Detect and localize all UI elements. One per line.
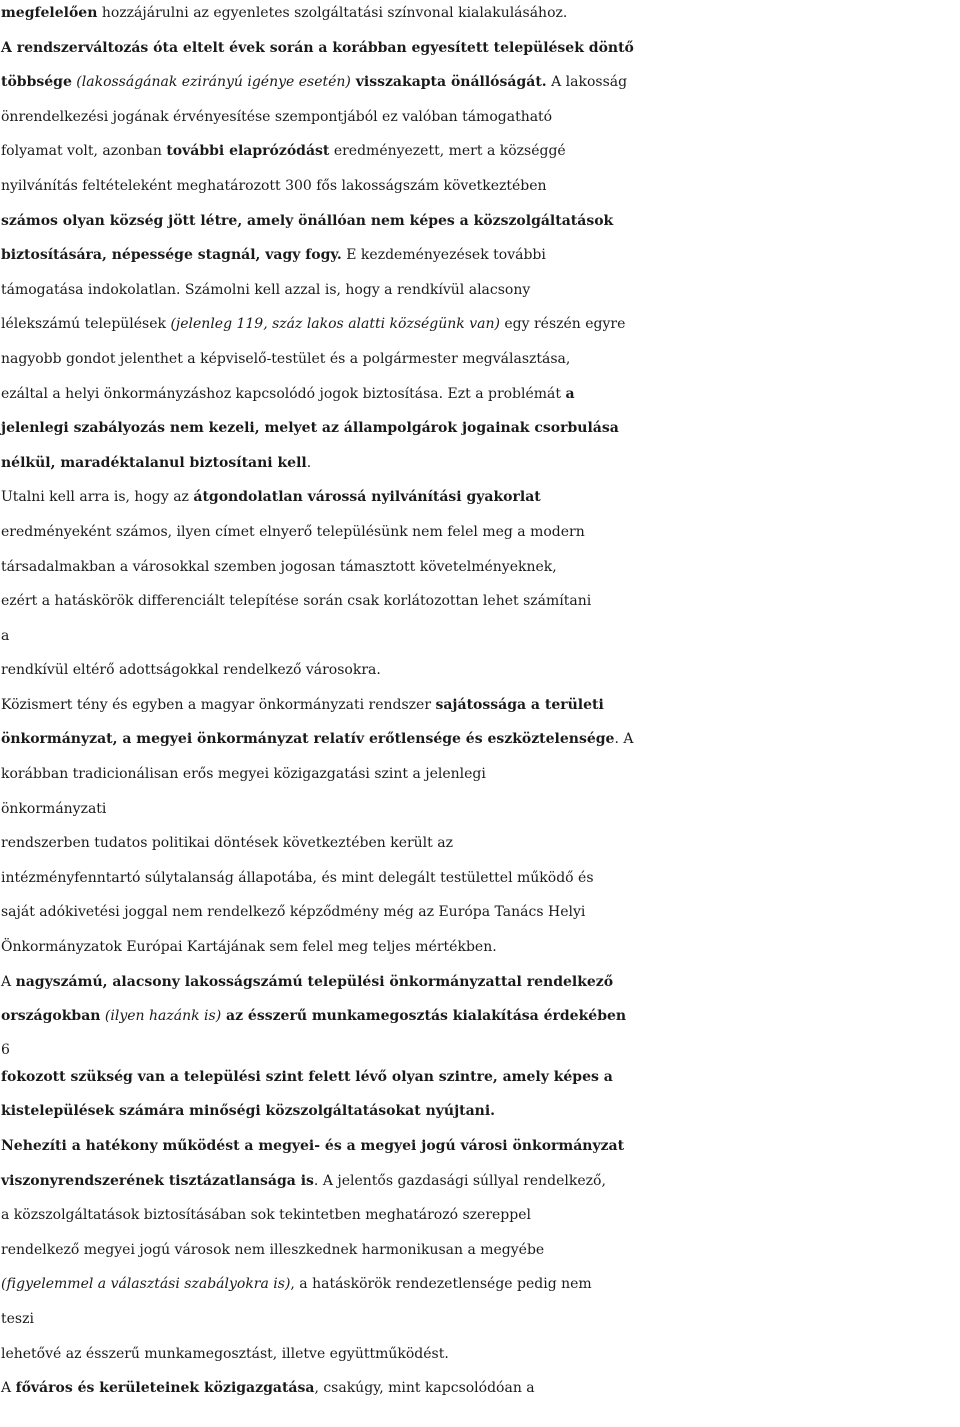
text-run: teszi	[1, 1310, 34, 1327]
text-run: .	[306, 454, 312, 471]
text-line	[1, 861, 959, 896]
text-run: a közszolgáltatások biztosításában sok tekintetben meghatározó szereppel	[1, 1207, 531, 1224]
text-line	[1, 1129, 959, 1164]
text-line	[1, 550, 959, 585]
bold-text: többsége	[1, 74, 72, 91]
text-run: E kezdeményezések további	[341, 247, 546, 264]
text-line	[1, 31, 959, 66]
text-run: Utalni kell arra is, hogy az	[1, 489, 194, 506]
text-line	[1, 895, 959, 930]
text-line	[1, 515, 959, 550]
text-run: nyilvánítás feltételeként meghatározott 300 fős lakosságszám következtében	[1, 177, 547, 194]
italic-text: (figyelemmel a választási szabályokra is)	[1, 1276, 291, 1293]
text-line	[1, 169, 959, 204]
text-line	[1, 0, 959, 31]
text-run: . A	[614, 731, 634, 748]
text-line	[1, 792, 959, 827]
text-run: önrendelkezési jogának érvényesítése szempontjából ez valóban támogatható	[1, 108, 553, 125]
text-run: ezért a hatáskörök differenciált telepítése során csak korlátozottan lehet számítani	[1, 593, 592, 610]
text-line	[1, 100, 959, 135]
text-line	[1, 1233, 959, 1268]
bold-text: A rendszerváltozás óta eltelt évek során a korábban egyesített települések döntő	[1, 39, 634, 56]
bold-text: önkormányzat, a megyei önkormányzat relatív erőtlensége és eszköztelensége	[1, 731, 615, 748]
bold-text: jelenlegi szabályozás nem kezeli, melyet az állampolgárok jogainak csorbulása	[1, 420, 619, 437]
text-line	[1, 1267, 959, 1302]
bold-text: országokban	[1, 1008, 101, 1025]
text-line	[1, 480, 959, 515]
bold-text: a	[565, 385, 575, 402]
italic-text: (jelenleg 119, száz lakos alatti községünk van)	[170, 316, 500, 333]
bold-text: nagyszámú, alacsony lakosságszámú települési önkormányzattal rendelkező	[15, 973, 614, 990]
bold-text: fokozott szükség van a települési szint felett lévő olyan szintre, amely képes a	[1, 1068, 613, 1085]
text-run: eredményeként számos, ilyen címet elnyerő településünk nem felel meg a modern	[1, 523, 585, 540]
text-line	[1, 377, 959, 412]
text-line	[1, 342, 959, 377]
text-line	[1, 411, 959, 446]
text-run: a	[1, 627, 10, 644]
italic-text: (lakosságának ezirányú igénye esetén)	[71, 74, 351, 91]
text-run: intézményfenntartó súlytalanság állapotába, és mint delegált testülettel működő és	[1, 869, 594, 886]
text-line	[1, 446, 959, 481]
text-line	[1, 134, 959, 169]
text-line	[1, 999, 959, 1034]
text-run: eredményezett, mert a községgé	[329, 143, 566, 160]
bold-text: kistelepülések számára minőségi közszolgáltatásokat nyújtani.	[1, 1103, 496, 1120]
bold-text: sajátossága a területi	[435, 696, 604, 713]
text-line	[1, 965, 959, 1000]
text-line	[1, 584, 959, 619]
bold-text: biztosítására, népessége stagnál, vagy fogy.	[1, 247, 342, 264]
text-run: rendelkező megyei jogú városok nem illeszkednek harmonikusan a megyébe	[1, 1241, 545, 1258]
text-run: A	[1, 973, 16, 990]
text-line	[1, 757, 959, 792]
text-line	[1, 1337, 959, 1372]
text-run: rendszerben tudatos politikai döntések következtében került az	[1, 835, 453, 852]
text-run: A lakosság	[546, 74, 628, 91]
text-line	[1, 653, 959, 688]
text-run: ezáltal a helyi önkormányzáshoz kapcsolódó jogok biztosítása. Ezt a problémát	[1, 385, 566, 402]
text-run: Önkormányzatok Európai Kartájának sem felel meg teljes mértékben.	[1, 939, 497, 956]
text-run: rendkívül eltérő adottságokkal rendelkező városokra.	[1, 662, 381, 679]
bold-text: az ésszerű munkamegosztás kialakítása érdekében	[221, 1008, 627, 1025]
text-line	[1, 1198, 959, 1233]
footnote-marker	[1, 1034, 959, 1060]
text-line	[1, 619, 959, 654]
text-run: egy részén egyre	[499, 316, 626, 333]
text-line	[1, 1302, 959, 1337]
text-line	[1, 930, 959, 965]
text-run: lélekszámú települések	[1, 316, 171, 333]
bold-text: megfelelően	[1, 5, 98, 21]
text-run: lehetővé az ésszerű munkamegosztást, illetve együttműködést.	[1, 1345, 449, 1362]
text-run: , csakúgy, mint kapcsolódóan a	[314, 1380, 535, 1397]
bold-text: számos olyan község jött létre, amely önállóan nem képes a közszolgáltatások	[1, 212, 614, 229]
text-line	[1, 65, 959, 100]
text-run: hozzájárulni az egyenletes szolgáltatási színvonal kialakulásához.	[97, 5, 568, 21]
text-run: társadalmakban a városokkal szemben jogosan támasztott követelményeknek,	[1, 558, 557, 575]
bold-text: főváros és kerületeinek közigazgatása	[15, 1380, 315, 1397]
text-line	[1, 1060, 959, 1095]
text-run: önkormányzati	[1, 800, 107, 817]
text-run: nagyobb gondot jelenthet a képviselő-testület és a polgármester megválasztása,	[1, 350, 571, 367]
bold-text: viszonyrendszerének tisztázatlansága is	[1, 1172, 314, 1189]
bold-text: visszakapta önállóságát.	[350, 74, 547, 91]
text-line	[1, 722, 959, 757]
bold-text: átgondolatlan várossá nyilvánítási gyakorlat	[193, 489, 541, 506]
text-run: saját adókivetési joggal nem rendelkező képződmény még az Európa Tanács Helyi	[1, 904, 586, 921]
text-run: A	[1, 1380, 16, 1397]
text-line	[1, 688, 959, 723]
text-line	[1, 1094, 959, 1129]
italic-text: (ilyen hazánk is)	[100, 1008, 222, 1025]
text-line	[1, 238, 959, 273]
text-run: támogatása indokolatlan. Számolni kell azzal is, hogy a rendkívül alacsony	[1, 281, 531, 298]
text-run: 6	[1, 1041, 10, 1058]
document-body	[1, 0, 959, 1406]
text-run: folyamat volt, azonban	[1, 143, 167, 160]
text-run: korábban tradicionálisan erős megyei közigazgatási szint a jelenlegi	[1, 766, 486, 783]
text-line	[1, 1164, 959, 1199]
bold-text: nélkül, maradéktalanul biztosítani kell	[1, 454, 307, 471]
text-line	[1, 273, 959, 308]
bold-text: Nehezíti a hatékony működést a megyei- és a megyei jogú városi önkormányzat	[1, 1138, 625, 1154]
text-line	[1, 307, 959, 342]
text-run: , a hatáskörök rendezetlensége pedig nem	[290, 1276, 592, 1293]
text-run: . A jelentős gazdasági súllyal rendelkező,	[313, 1172, 606, 1189]
text-line	[1, 204, 959, 239]
bold-text: további elaprózódást	[166, 143, 330, 160]
text-run: Közismert tény és egyben a magyar önkormányzati rendszer	[1, 696, 436, 713]
text-line	[1, 826, 959, 861]
text-line	[1, 1371, 959, 1406]
